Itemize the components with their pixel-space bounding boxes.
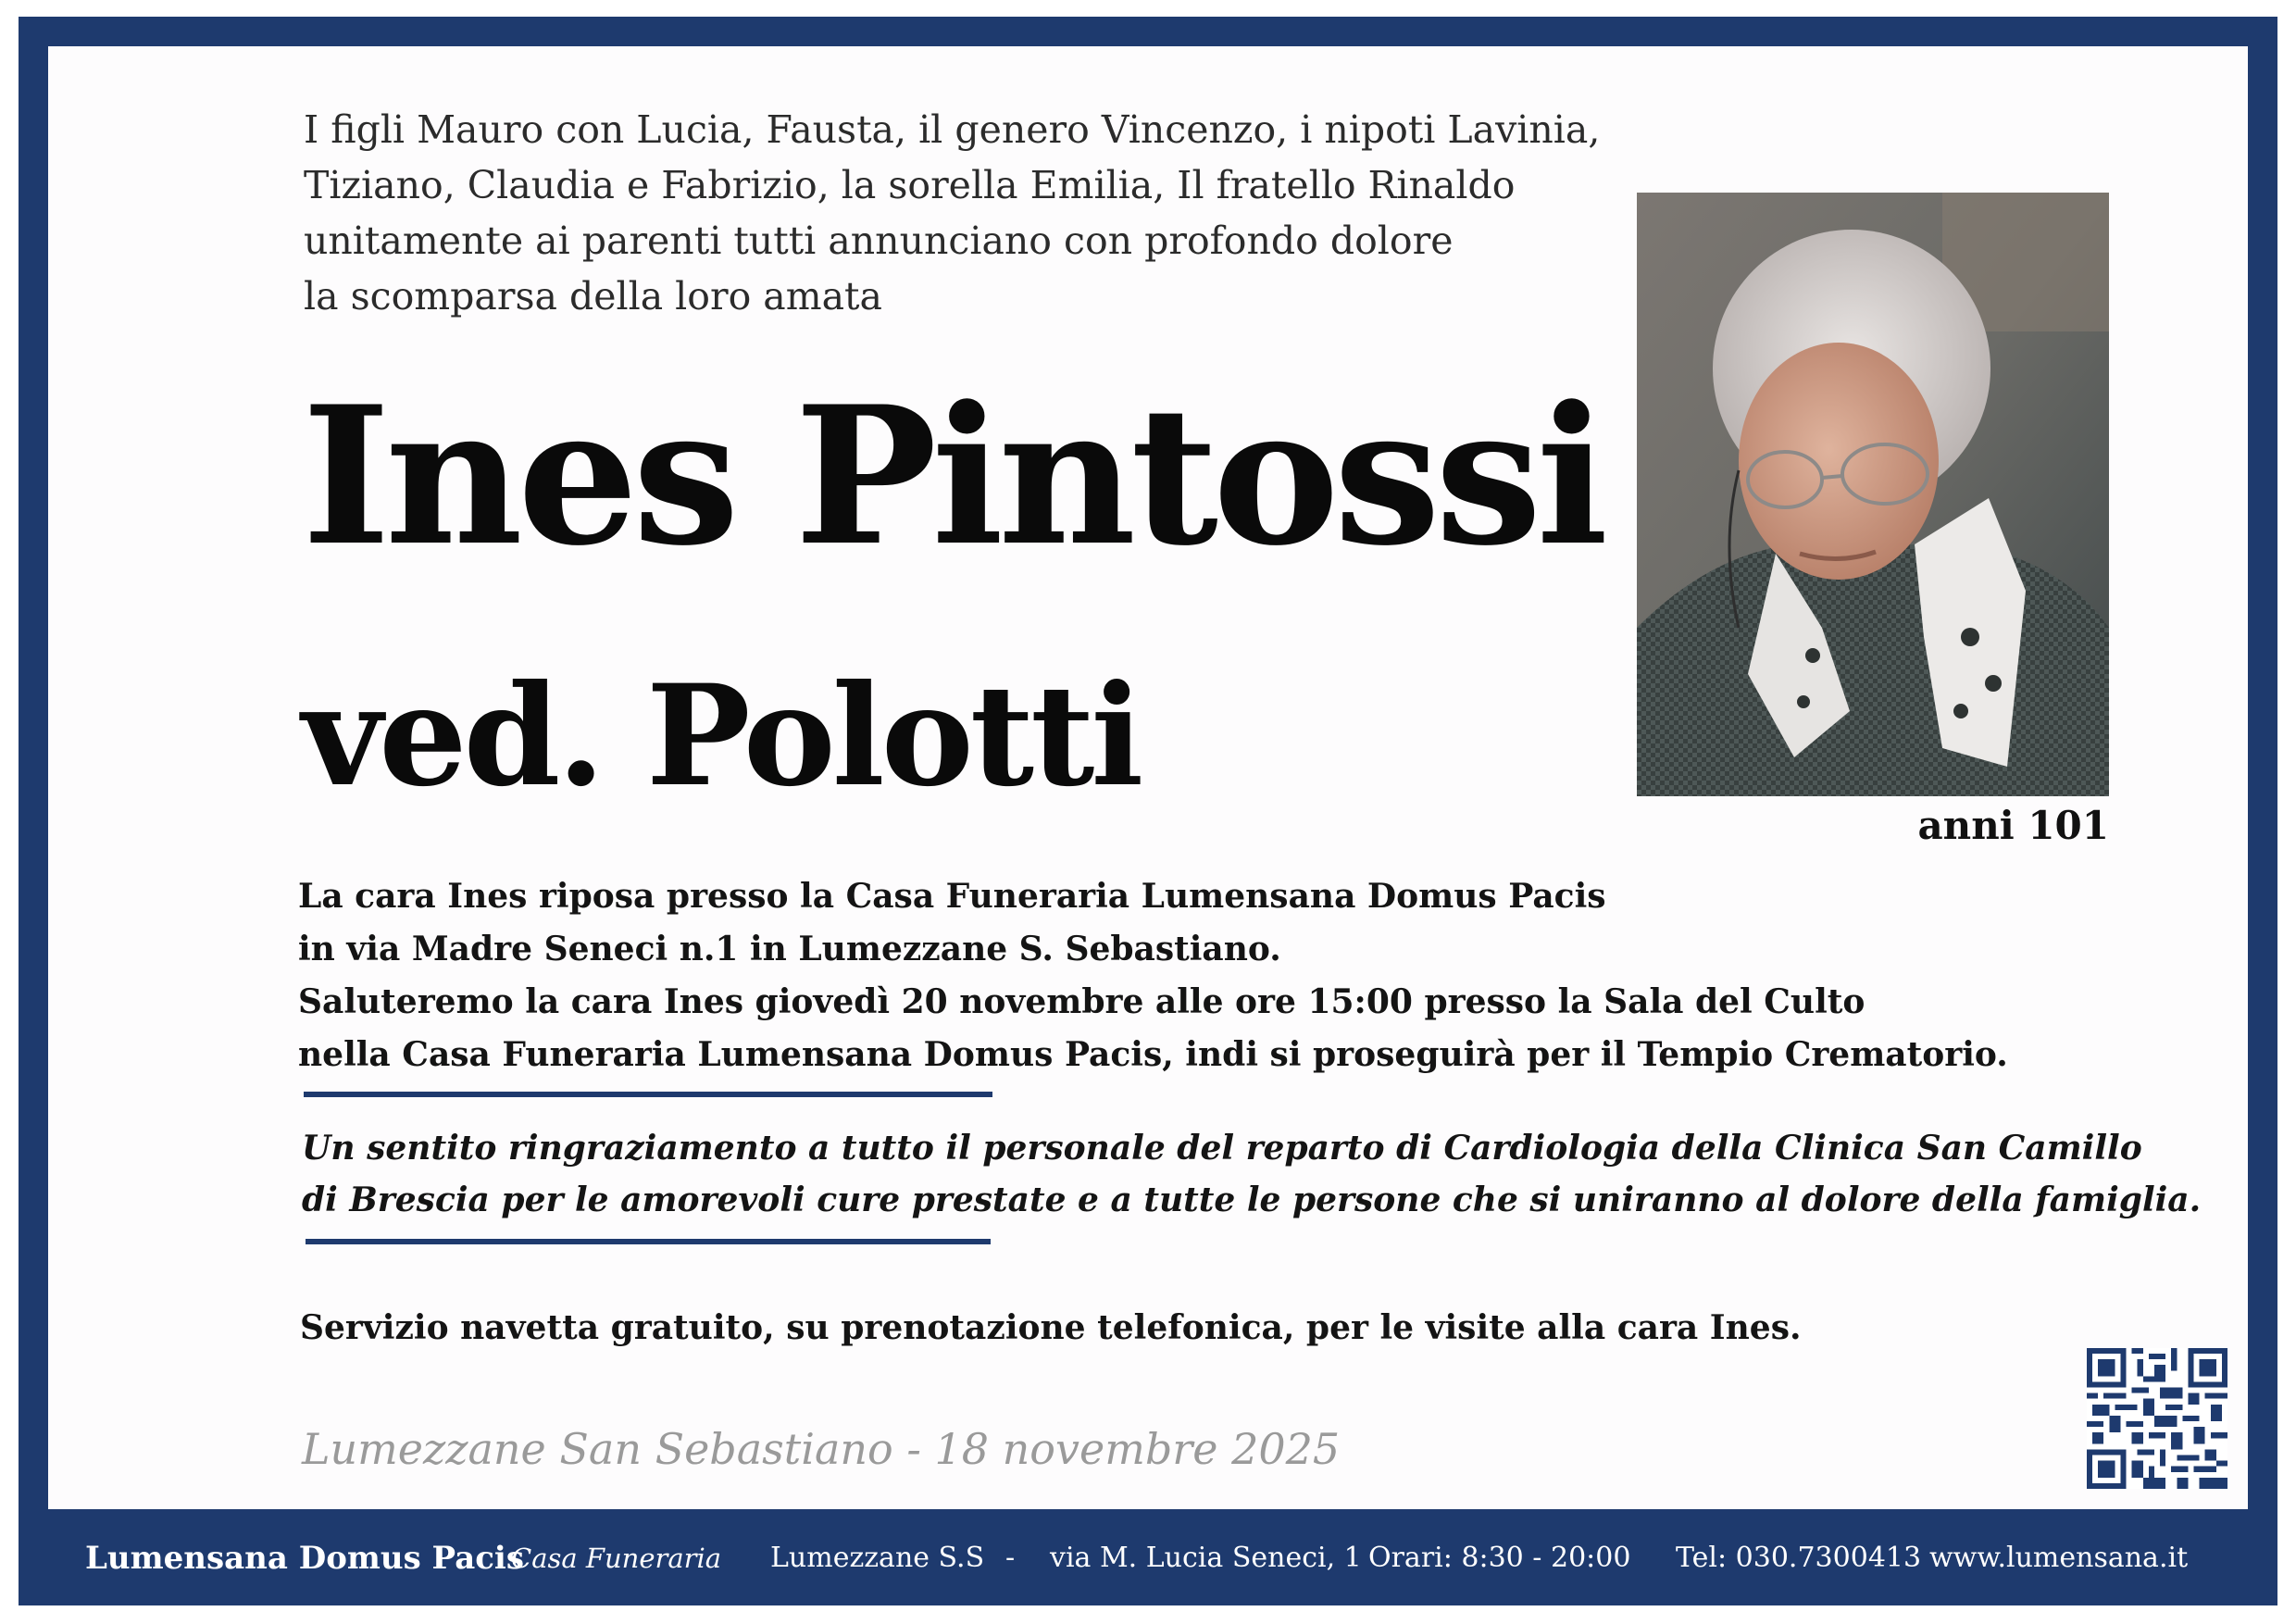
funeral-details-line: in via Madre Seneci n.1 in Lumezzane S. Sebastiano. [298,930,1281,968]
announcement-line: unitamente ai parenti tutti annunciano con profondo dolore [304,219,1454,263]
footer-address: via M. Lucia Seneci, 1 [1050,1542,1362,1574]
funeral-details-line: La cara Ines riposa presso la Casa Funeraria Lumensana Domus Pacis [298,877,1606,916]
announcement-line: I figli Mauro con Lucia, Fausta, il genero Vincenzo, i nipoti Lavinia, [304,107,1601,152]
deceased-name: Ines Pintossi [302,366,1603,588]
qr-code-graphic [2087,1348,2227,1489]
portrait-photo-icon [1637,193,2109,796]
footer-bar [19,1509,2277,1605]
divider-top [304,1092,992,1097]
portrait-photo [1637,193,2109,796]
footer-phone: Tel: 030.7300413 [1676,1542,1922,1574]
qr-code-icon[interactable] [2087,1348,2227,1489]
shuttle-service-text: Servizio navetta gratuito, su prenotazione telefonica, per le visite alla cara Ines. [300,1308,1802,1347]
thanks-text [302,1122,2202,1226]
announcement-line: la scomparsa della loro amata [304,274,882,319]
thanks-line: di Brescia per le amorevoli cure prestate e a tutte le persone che si uniranno al dolore della famiglia. [302,1181,2202,1219]
deceased-married-name: ved. Polotti [302,655,1141,818]
footer-town: Lumezzane S.S [770,1542,985,1574]
footer-hours: Orari: 8:30 - 20:00 [1368,1542,1631,1574]
footer-subtitle: Casa Funeraria [511,1543,722,1574]
funeral-details [298,870,2057,1081]
footer-separator: - [1005,1542,1016,1574]
announcement-line: Tiziano, Claudia e Fabrizio, la sorella Emilia, Il fratello Rinaldo [304,163,1516,207]
place-and-date: Lumezzane San Sebastiano - 18 novembre 2025 [302,1424,1341,1474]
divider-bottom [306,1239,991,1244]
deceased-age: anni 101 [1917,803,2109,848]
funeral-details-line: Saluteremo la cara Ines giovedì 20 novembre alle ore 15:00 presso la Sala del Culto [298,982,1866,1021]
thanks-line: Un sentito ringraziamento a tutto il personale del reparto di Cardiologia della Clinica San Camillo [302,1129,2142,1168]
footer-brand: Lumensana Domus Pacis [85,1540,524,1577]
announcement-text [304,102,1655,324]
footer-website-link[interactable]: www.lumensana.it [1929,1542,2189,1574]
funeral-details-line: nella Casa Funeraria Lumensana Domus Pacis, indi si proseguirà per il Tempio Crematorio. [298,1035,2008,1074]
